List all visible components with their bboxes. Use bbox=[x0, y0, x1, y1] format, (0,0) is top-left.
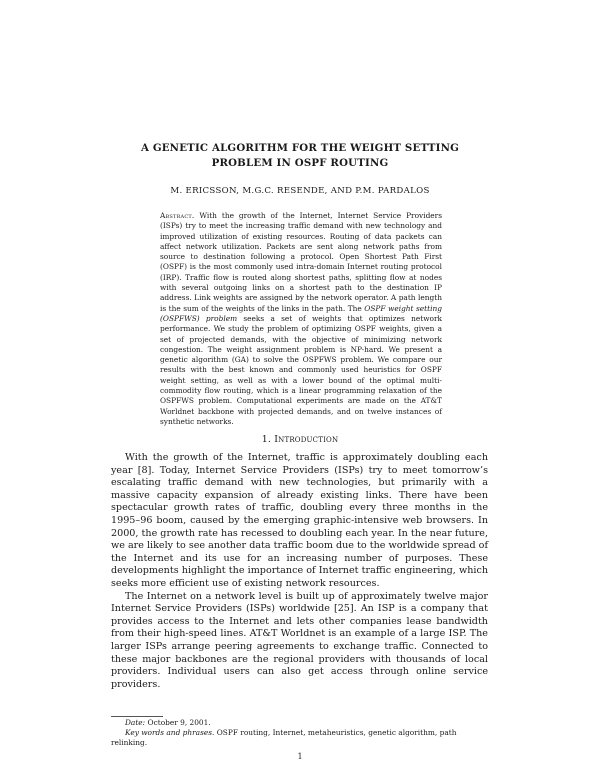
abstract-emphasis: OSPF weight setting (OSPFWS) problem bbox=[160, 303, 442, 323]
abstract-text-part2: seeks a set of weights that optimizes network performance. We study the problem of optimizing OSPF weights, given a set of projected demands, with the objective of minimizing network congestion. The weight assignment problem is NP-hard. We present a genetic algorithm (GA) to solve the OSPFWS problem. We compare our results with the best known and commonly used heuristics for OSPF weight setting, as well as with a lower bound of the optimal multi-commodity flow routing, which is a linear programming relaxation of the OSPFWS problem. Computational experiments are made on the AT&T Worldnet backbone with projected demands, and on twelve instances of synthetic networks. bbox=[160, 313, 442, 426]
footnote-date bbox=[111, 718, 488, 728]
footnote-keywords-label: Key words and phrases. bbox=[125, 728, 215, 737]
footnote-rule bbox=[111, 716, 163, 717]
abstract bbox=[160, 211, 442, 427]
paper-title bbox=[110, 141, 490, 171]
title-line-2: PROBLEM IN OSPF ROUTING bbox=[211, 157, 389, 169]
footnote-date-value: October 9, 2001. bbox=[145, 718, 211, 727]
body-paragraph-2: The Internet on a network level is built up of approximately twelve major Internet Service Providers (ISPs) worldwide [25]. An ISP is a company that provides access to the Internet and lets other companies lease bandwidth from their high-speed lines. AT&T Worldnet is an example of a large ISP. The larger ISPs arrange peering agreements to exchange traffic. Connected to these major backbones are the regional providers with thousands of local providers. Individual users can also get access through online service providers. bbox=[111, 590, 488, 690]
footnote-date-label: Date: bbox=[125, 718, 146, 727]
section-heading bbox=[110, 434, 490, 445]
abstract-label: Abstract. bbox=[160, 211, 195, 220]
footnotes bbox=[111, 718, 488, 748]
abstract-text-part1: With the growth of the Internet, Internet Service Providers (ISPs) try to meet the increasing traffic demand with new technology and improved utilization of existing resources. Routing of data packets can affect network utilization. Packets are sent along network paths from source to destination following a protocol. Open Shortest Path First (OSPF) is the most commonly used intra-domain Internet routing protocol (IRP). Traffic flow is routed along shortest paths, splitting flow at nodes with several outgoing links on a shortest path to the destination IP address. Link weights are assigned by the network operator. A path length is the sum of the weights of the links in the path. The bbox=[160, 211, 442, 313]
section-number: 1. bbox=[261, 434, 272, 445]
body-paragraph-1: With the growth of the Internet, traffic is approximately doubling each year [8]. Today, Internet Service Providers (ISPs) try to meet tomorrow’s escalating traffic demand with new technologies, but primarily with a massive capacity expansion of already existing links. There have been spectacular growth rates of traffic, doubling every three months in the 1995–96 boom, caused by the emerging graphic-intensive web browsers. In 2000, the growth rate has recessed to doubling each year. In the near future, we are likely to see another data traffic boom due to the worldwide spread of the Internet and its use for an increasing number of purposes. These developments highlight the importance of Internet traffic engineering, which seeks more efficient use of existing network resources. bbox=[111, 452, 488, 589]
section-title: Introduction bbox=[274, 434, 339, 445]
body-text bbox=[111, 452, 488, 691]
title-line-1: A GENETIC ALGORITHM FOR THE WEIGHT SETTING bbox=[140, 142, 460, 154]
footnote-keywords-value: OSPF routing, Internet, metaheuristics, genetic algorithm, path relinking. bbox=[111, 728, 457, 747]
page-number: 1 bbox=[297, 752, 303, 761]
author-list: M. ERICSSON, M.G.C. RESENDE, AND P.M. PARDALOS bbox=[170, 186, 430, 196]
footnote-keywords bbox=[111, 728, 488, 748]
